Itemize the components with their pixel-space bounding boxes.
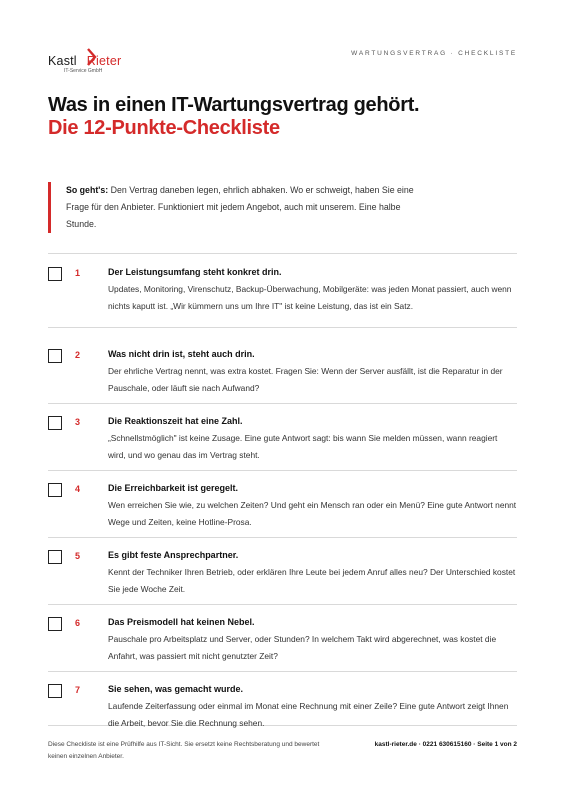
intro-callout bbox=[48, 182, 428, 233]
checklist-item-5 bbox=[48, 537, 517, 604]
checklist-item-7 bbox=[48, 671, 517, 726]
header bbox=[48, 44, 517, 80]
item-title: Die Erreichbarkeit ist geregelt. bbox=[108, 483, 239, 493]
item-number: 7 bbox=[75, 685, 81, 695]
item-number: 1 bbox=[75, 268, 81, 278]
logo-mark-icon bbox=[86, 48, 98, 66]
page-subtitle: Die 12-Punkte-Checkliste bbox=[48, 117, 280, 139]
checklist-item-3 bbox=[48, 403, 517, 470]
logo bbox=[48, 44, 138, 80]
item-number: 4 bbox=[75, 484, 81, 494]
checklist bbox=[48, 253, 517, 726]
checklist-item-2 bbox=[48, 327, 517, 403]
item-text: Kennt der Techniker Ihren Betrieb, oder erklären Ihre Leute bei jedem Anruf alles neu? Der Unterschied kostet Sie jede Woche Zeit. bbox=[108, 567, 516, 594]
logo-name-part2: Rieter bbox=[86, 54, 122, 68]
checkbox[interactable] bbox=[48, 617, 62, 631]
checklist-item-6 bbox=[48, 604, 517, 671]
checklist-item-1 bbox=[48, 253, 517, 327]
item-text: Updates, Monitoring, Virenschutz, Backup-Überwachung, Mobilgeräte: was jeden Monat passiert, auch wenn nichts kaputt ist. „Wir kümmern uns um Ihre IT" ist keine Leistung, das ist ein Satz. bbox=[108, 284, 512, 311]
checkbox[interactable] bbox=[48, 267, 62, 281]
checkbox[interactable] bbox=[48, 349, 62, 363]
item-number: 3 bbox=[75, 417, 81, 427]
item-title: Der Leistungsumfang steht konkret drin. bbox=[108, 267, 282, 277]
item-title: Es gibt feste Ansprechpartner. bbox=[108, 550, 239, 560]
logo-subtitle: IT-Service GmbH bbox=[64, 68, 103, 74]
item-title: Was nicht drin ist, steht auch drin. bbox=[108, 349, 255, 359]
item-title: Die Reaktionszeit hat eine Zahl. bbox=[108, 416, 243, 426]
footer-disclaimer: Diese Checkliste ist eine Prüfhilfe aus IT-Sicht. Sie ersetzt keine Rechtsberatung und bewertet keinen einzelnen Anbieter. bbox=[48, 741, 320, 760]
item-text: Wen erreichen Sie wie, zu welchen Zeiten? Und geht ein Mensch ran oder ein Menü? Eine gute Antwort nennt Wege und Zeiten, keine Hotline-Prosa. bbox=[108, 500, 517, 527]
item-text: Pauschale pro Arbeitsplatz und Server, oder Stunden? In welchem Takt wird abgerechnet, was kostet die Anfahrt, was passiert mit nicht genutzter Zeit? bbox=[108, 634, 497, 661]
intro-lead: So geht's: bbox=[66, 185, 109, 195]
intro-text: Den Vertrag daneben legen, ehrlich abhaken. Wo er schweigt, haben Sie eine Frage für den Anbieter. Funktioniert mit jedem Angebot, auch mit unserem. Eine halbe Stunde. bbox=[66, 185, 414, 229]
item-number: 2 bbox=[75, 350, 81, 360]
checkbox[interactable] bbox=[48, 416, 62, 430]
logo-name-part1: Kastl bbox=[48, 54, 77, 68]
item-text: Der ehrliche Vertrag nennt, was extra kostet. Fragen Sie: Wenn der Server ausfällt, ist die Reparatur in der Pauschale, oder läuft sie nach Aufwand? bbox=[108, 366, 503, 393]
item-text: Laufende Zeiterfassung oder einmal im Monat eine Rechnung mit einer Zeile? Eine gute Antwort zeigt Ihnen die Arbeit, bevor Sie die Rechnung sehen. bbox=[108, 701, 509, 728]
item-text: „Schnellstmöglich" ist keine Zusage. Eine gute Antwort sagt: bis wann Sie melden müssen, wann reagiert wird, und wo genau das im Vertrag steht. bbox=[108, 433, 498, 460]
logo-name bbox=[48, 54, 121, 68]
document-label: WARTUNGSVERTRAG · CHECKLISTE bbox=[351, 50, 517, 57]
item-number: 6 bbox=[75, 618, 81, 628]
footer-contact: kastl-rieter.de · 0221 630615160 · Seite 1 von 2 bbox=[374, 741, 517, 748]
item-title: Das Preismodell hat keinen Nebel. bbox=[108, 617, 255, 627]
checkbox[interactable] bbox=[48, 483, 62, 497]
checkbox[interactable] bbox=[48, 550, 62, 564]
checklist-item-4 bbox=[48, 470, 517, 537]
item-number: 5 bbox=[75, 551, 81, 561]
checkbox[interactable] bbox=[48, 684, 62, 698]
item-title: Sie sehen, was gemacht wurde. bbox=[108, 684, 244, 694]
page-title: Was in einen IT-Wartungsvertrag gehört. bbox=[48, 94, 420, 116]
title-block bbox=[48, 94, 517, 140]
